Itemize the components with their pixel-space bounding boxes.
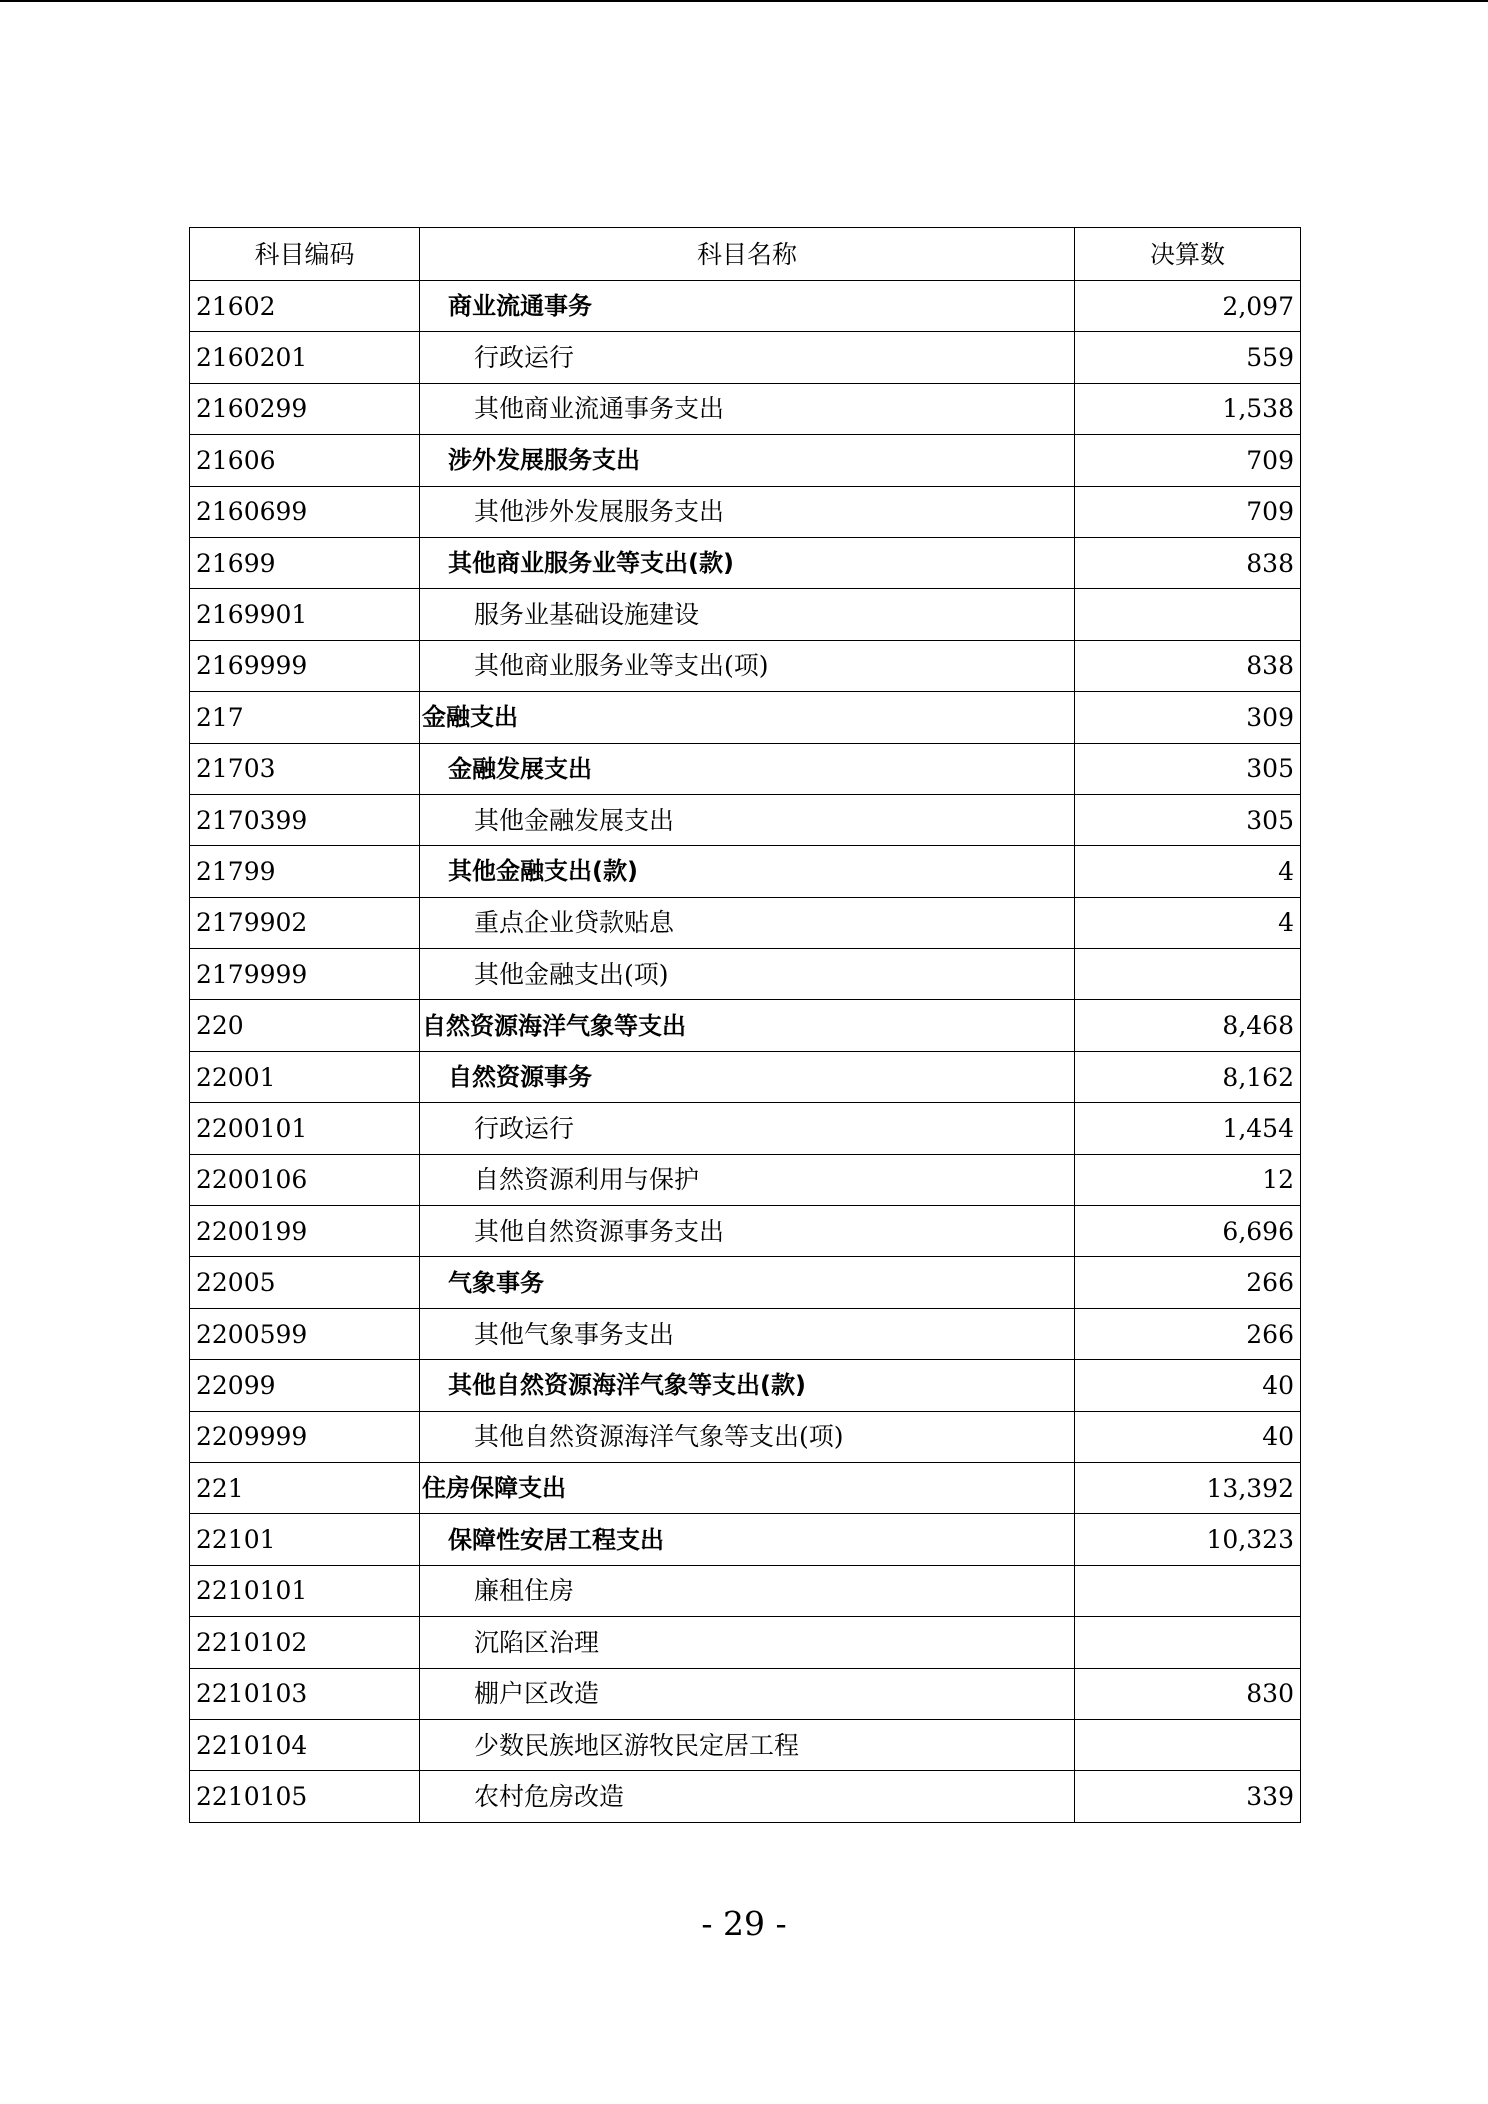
row-name: 其他涉外发展服务支出	[420, 486, 1075, 537]
row-code: 21606	[190, 435, 420, 486]
row-name: 保障性安居工程支出	[420, 1514, 1075, 1565]
row-amount: 1,538	[1075, 383, 1301, 434]
row-code: 2210105	[190, 1771, 420, 1822]
row-code: 2170399	[190, 794, 420, 845]
row-code: 217	[190, 692, 420, 743]
row-code: 2179902	[190, 897, 420, 948]
table-row	[190, 897, 1301, 948]
row-code: 21602	[190, 281, 420, 332]
table-body	[190, 281, 1301, 1823]
row-code: 2160201	[190, 332, 420, 383]
row-code: 2200599	[190, 1308, 420, 1359]
table-row	[190, 1411, 1301, 1462]
row-name: 自然资源海洋气象等支出	[420, 1000, 1075, 1051]
table-row	[190, 1719, 1301, 1770]
table-row	[190, 1154, 1301, 1205]
row-name: 少数民族地区游牧民定居工程	[420, 1719, 1075, 1770]
row-code: 22099	[190, 1360, 420, 1411]
table-row	[190, 1668, 1301, 1719]
row-amount: 40	[1075, 1411, 1301, 1462]
row-amount: 13,392	[1075, 1462, 1301, 1513]
row-name: 农村危房改造	[420, 1771, 1075, 1822]
row-name: 金融支出	[420, 692, 1075, 743]
row-amount: 2,097	[1075, 281, 1301, 332]
row-name: 其他金融支出(款)	[420, 846, 1075, 897]
table-row	[190, 589, 1301, 640]
row-name: 行政运行	[420, 332, 1075, 383]
row-name: 其他自然资源事务支出	[420, 1206, 1075, 1257]
row-code: 22005	[190, 1257, 420, 1308]
table-row	[190, 1103, 1301, 1154]
row-code: 2200101	[190, 1103, 420, 1154]
row-name: 自然资源事务	[420, 1051, 1075, 1102]
row-amount: 40	[1075, 1360, 1301, 1411]
row-code: 2160699	[190, 486, 420, 537]
row-code: 21799	[190, 846, 420, 897]
row-name: 气象事务	[420, 1257, 1075, 1308]
table-row	[190, 1308, 1301, 1359]
row-code: 2200106	[190, 1154, 420, 1205]
row-name: 其他商业服务业等支出(项)	[420, 640, 1075, 691]
row-amount: 1,454	[1075, 1103, 1301, 1154]
table-row	[190, 1462, 1301, 1513]
row-amount: 838	[1075, 640, 1301, 691]
row-name: 其他气象事务支出	[420, 1308, 1075, 1359]
row-code: 2160299	[190, 383, 420, 434]
table-row	[190, 1565, 1301, 1616]
row-amount: 10,323	[1075, 1514, 1301, 1565]
header-row	[190, 228, 1301, 281]
row-code: 2210101	[190, 1565, 420, 1616]
row-code: 2210102	[190, 1617, 420, 1668]
row-code: 2200199	[190, 1206, 420, 1257]
row-name: 商业流通事务	[420, 281, 1075, 332]
table-row	[190, 640, 1301, 691]
row-amount: 4	[1075, 897, 1301, 948]
row-code: 2169901	[190, 589, 420, 640]
table-row	[190, 743, 1301, 794]
top-border-line	[0, 0, 1488, 2]
table-row	[190, 1000, 1301, 1051]
table-row	[190, 692, 1301, 743]
table-row	[190, 537, 1301, 588]
header-name: 科目名称	[420, 228, 1075, 281]
table-row	[190, 1514, 1301, 1565]
header-code: 科目编码	[190, 228, 420, 281]
row-amount: 4	[1075, 846, 1301, 897]
row-amount: 709	[1075, 486, 1301, 537]
row-code: 22001	[190, 1051, 420, 1102]
row-amount: 8,162	[1075, 1051, 1301, 1102]
row-amount	[1075, 1565, 1301, 1616]
row-name: 其他金融发展支出	[420, 794, 1075, 845]
row-amount	[1075, 589, 1301, 640]
row-name: 沉陷区治理	[420, 1617, 1075, 1668]
row-name: 其他自然资源海洋气象等支出(项)	[420, 1411, 1075, 1462]
row-name: 涉外发展服务支出	[420, 435, 1075, 486]
table-row	[190, 949, 1301, 1000]
table-row	[190, 794, 1301, 845]
table-row	[190, 1257, 1301, 1308]
row-amount: 12	[1075, 1154, 1301, 1205]
row-code: 220	[190, 1000, 420, 1051]
row-code: 221	[190, 1462, 420, 1513]
row-amount: 305	[1075, 743, 1301, 794]
table-row	[190, 435, 1301, 486]
row-name: 金融发展支出	[420, 743, 1075, 794]
row-amount: 830	[1075, 1668, 1301, 1719]
table-row	[190, 383, 1301, 434]
row-code: 2209999	[190, 1411, 420, 1462]
budget-table	[189, 227, 1301, 1823]
header-amount: 决算数	[1075, 228, 1301, 281]
row-name: 自然资源利用与保护	[420, 1154, 1075, 1205]
row-amount	[1075, 1719, 1301, 1770]
row-name: 服务业基础设施建设	[420, 589, 1075, 640]
table-row	[190, 281, 1301, 332]
table-row	[190, 846, 1301, 897]
table-row	[190, 1771, 1301, 1822]
table-row	[190, 1051, 1301, 1102]
row-name: 重点企业贷款贴息	[420, 897, 1075, 948]
row-code: 22101	[190, 1514, 420, 1565]
row-code: 2179999	[190, 949, 420, 1000]
row-name: 住房保障支出	[420, 1462, 1075, 1513]
row-name: 其他金融支出(项)	[420, 949, 1075, 1000]
row-amount: 838	[1075, 537, 1301, 588]
row-amount: 339	[1075, 1771, 1301, 1822]
row-code: 2169999	[190, 640, 420, 691]
row-code: 2210104	[190, 1719, 420, 1770]
row-amount: 8,468	[1075, 1000, 1301, 1051]
row-amount: 309	[1075, 692, 1301, 743]
row-amount: 266	[1075, 1257, 1301, 1308]
row-name: 行政运行	[420, 1103, 1075, 1154]
table-row	[190, 1360, 1301, 1411]
row-code: 21703	[190, 743, 420, 794]
table-row	[190, 1617, 1301, 1668]
row-name: 廉租住房	[420, 1565, 1075, 1616]
row-name: 其他商业服务业等支出(款)	[420, 537, 1075, 588]
row-amount: 305	[1075, 794, 1301, 845]
row-code: 21699	[190, 537, 420, 588]
row-name: 其他商业流通事务支出	[420, 383, 1075, 434]
table-row	[190, 486, 1301, 537]
row-amount	[1075, 949, 1301, 1000]
row-amount: 559	[1075, 332, 1301, 383]
row-amount: 709	[1075, 435, 1301, 486]
table-header	[190, 228, 1301, 281]
row-amount: 266	[1075, 1308, 1301, 1359]
row-amount: 6,696	[1075, 1206, 1301, 1257]
row-name: 其他自然资源海洋气象等支出(款)	[420, 1360, 1075, 1411]
row-code: 2210103	[190, 1668, 420, 1719]
table-row	[190, 332, 1301, 383]
row-amount	[1075, 1617, 1301, 1668]
page-number: - 29 -	[701, 1904, 787, 1943]
row-name: 棚户区改造	[420, 1668, 1075, 1719]
table-row	[190, 1206, 1301, 1257]
